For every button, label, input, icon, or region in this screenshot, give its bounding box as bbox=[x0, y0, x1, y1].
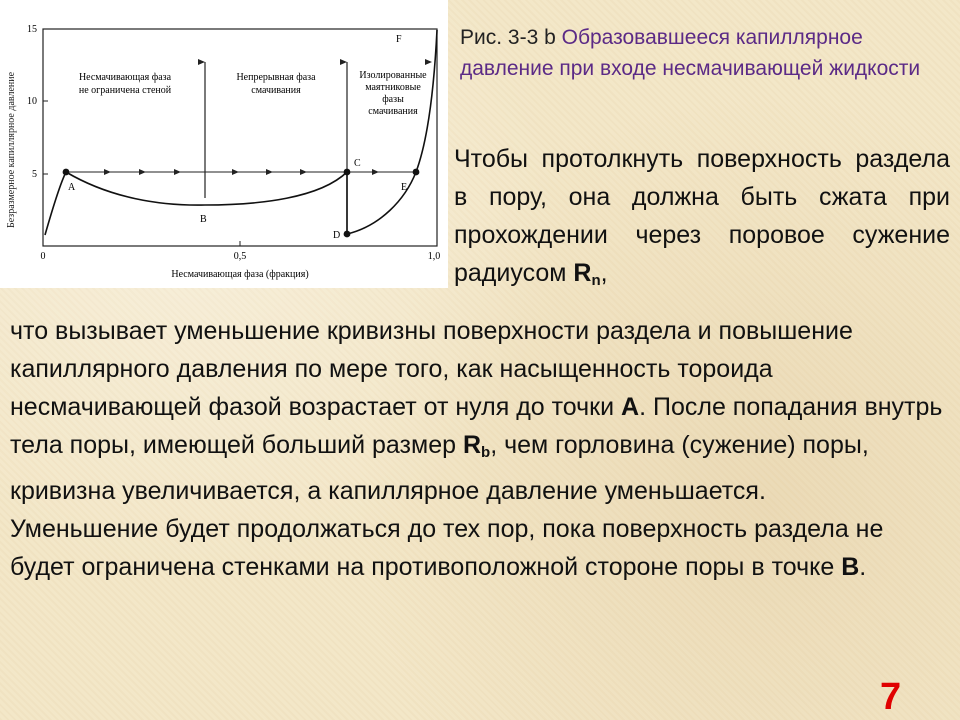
point-e-marker bbox=[413, 169, 420, 176]
arrow-right-icon bbox=[372, 169, 379, 175]
x-tick-label: 0,5 bbox=[233, 251, 247, 262]
intro-trailing: , bbox=[600, 259, 608, 287]
point-c-marker bbox=[344, 169, 351, 176]
body-text-1c: , чем горловина (сужение) поры, кривизна увеличивается, а капиллярное давление уменьшается. bbox=[10, 431, 869, 505]
point-d-marker bbox=[344, 231, 351, 238]
arrow-right-icon bbox=[174, 169, 181, 175]
arrow-right-icon bbox=[266, 169, 273, 175]
body-text-2b: . bbox=[859, 553, 867, 581]
region-label: смачивания bbox=[368, 106, 418, 117]
region-label: маятниковые bbox=[365, 82, 421, 93]
radius-rb-subscript: b bbox=[481, 444, 491, 461]
y-tick-label: 10 bbox=[27, 96, 37, 107]
x-axis-label: Несмачивающая фаза (фракция) bbox=[171, 269, 309, 280]
point-d-label: D bbox=[333, 230, 341, 241]
caption-description: Образовавшееся капиллярное давление при входе несмачивающей жидкости bbox=[460, 26, 921, 80]
region-label: Изолированные bbox=[359, 70, 427, 81]
point-b-ref: B bbox=[841, 553, 860, 581]
intro-text: Чтобы протолкнуть поверхность раздела в пору, она должна быть сжата при прохождении через поровое сужение радиусом bbox=[454, 145, 950, 287]
capillary-curve-a-b-c bbox=[45, 172, 347, 235]
figure-caption bbox=[460, 22, 950, 84]
arrow-right-icon bbox=[340, 59, 347, 65]
y-tick-label: 5 bbox=[32, 169, 37, 180]
arrow-right-icon bbox=[300, 169, 307, 175]
point-a-marker bbox=[63, 169, 70, 176]
arrow-right-icon bbox=[198, 59, 205, 65]
point-f-label: F bbox=[396, 34, 402, 45]
capillary-curve-d-e-f bbox=[347, 30, 437, 234]
point-a-ref: A bbox=[621, 393, 640, 421]
figure-svg bbox=[0, 0, 448, 288]
radius-rb-symbol: R bbox=[462, 431, 482, 459]
point-c-label: C bbox=[354, 158, 361, 169]
region-label: Непрерывная фаза bbox=[236, 72, 316, 83]
plot-frame bbox=[43, 29, 437, 246]
y-axis-label: Безразмерное капиллярное давление bbox=[6, 71, 17, 229]
body-text-1b: . После попадания внутрь тела поры, имеющей больший размер bbox=[10, 393, 943, 459]
region-label: Несмачивающая фаза bbox=[78, 72, 172, 83]
body-text-1a: что вызывает уменьшение кривизны поверхности раздела и повышение капиллярного давления по мере того, как насыщенность тороида несмачивающей фазой возрастает от нуля до точки bbox=[10, 317, 853, 421]
x-tick-label: 1,0 bbox=[427, 251, 441, 262]
arrow-right-icon bbox=[139, 169, 146, 175]
point-a-label: A bbox=[68, 182, 76, 193]
region-label: смачивания bbox=[251, 85, 301, 96]
point-e-label: E bbox=[401, 182, 408, 193]
capillary-pressure-figure bbox=[0, 0, 448, 288]
radius-rn-subscript: n bbox=[591, 272, 601, 289]
arrow-right-icon bbox=[104, 169, 111, 175]
region-label: фазы bbox=[382, 94, 404, 105]
page-number: 7 bbox=[880, 676, 902, 718]
arrow-right-icon bbox=[425, 59, 432, 65]
y-tick-label: 15 bbox=[27, 24, 37, 35]
caption-prefix: Рис. 3-3 b bbox=[460, 26, 562, 49]
arrow-right-icon bbox=[232, 169, 239, 175]
radius-rn-symbol: R bbox=[573, 259, 592, 287]
point-b-label: B bbox=[200, 214, 207, 225]
intro-paragraph bbox=[454, 140, 950, 300]
x-tick-label: 0 bbox=[40, 251, 46, 262]
body-paragraph bbox=[10, 312, 950, 586]
region-label: не ограничена стеной bbox=[78, 85, 172, 96]
body-text-2a: Уменьшение будет продолжаться до тех пор, пока поверхность раздела не будет ограничена стенками на противоположной стороне поры в точке bbox=[10, 515, 884, 581]
